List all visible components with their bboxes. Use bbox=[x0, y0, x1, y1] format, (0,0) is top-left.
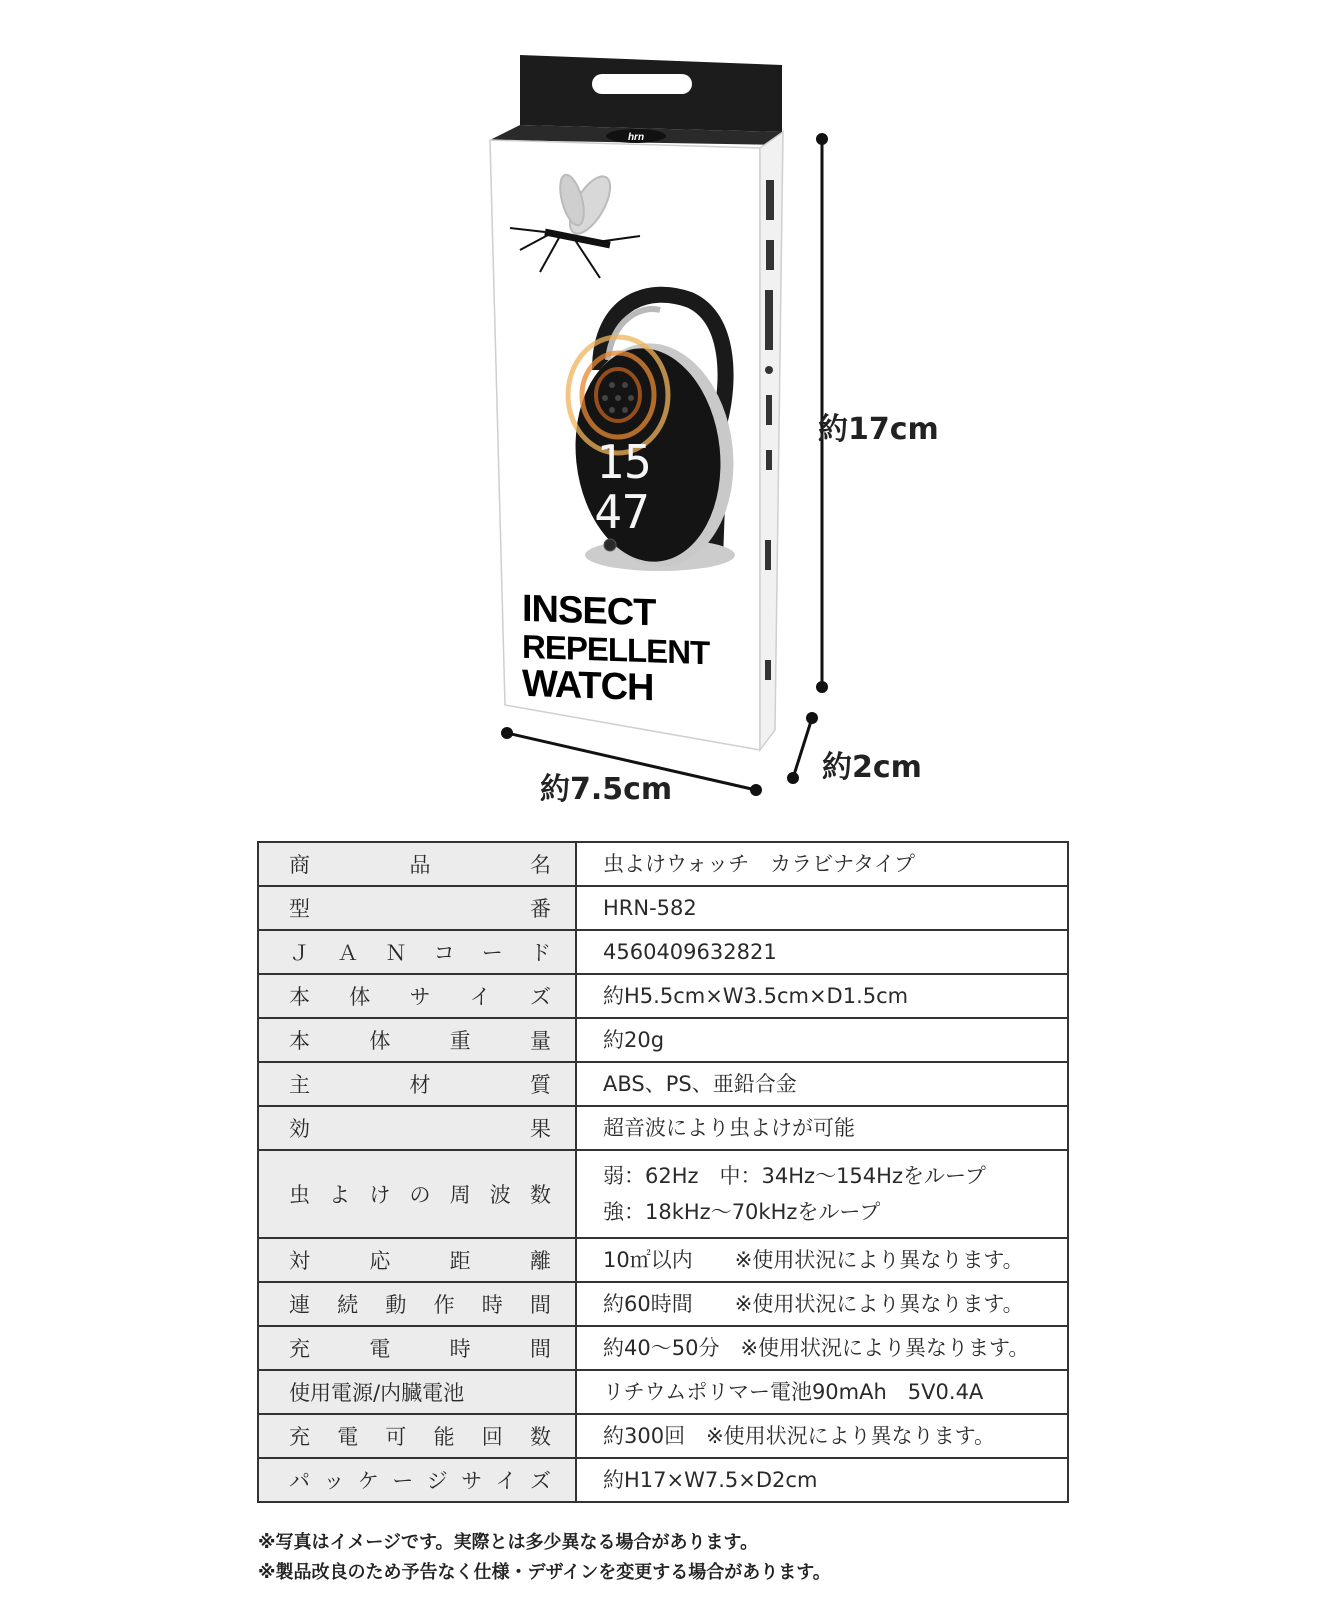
spec-label-char: Ａ bbox=[337, 941, 359, 965]
spec-row bbox=[258, 930, 1068, 974]
spec-value-line: 10㎡以内 ※使用状況により異なります。 bbox=[603, 1248, 1024, 1272]
spec-label-char: 使用電源/内臓電池 bbox=[289, 1381, 465, 1405]
spec-label-char: 応 bbox=[369, 1249, 391, 1273]
spec-label bbox=[258, 1458, 576, 1502]
spec-value bbox=[576, 1326, 1068, 1370]
spec-value bbox=[576, 1238, 1068, 1282]
spec-label-char: パ bbox=[289, 1469, 310, 1493]
spec-label-char: ケ bbox=[357, 1469, 379, 1493]
spec-label bbox=[258, 1150, 576, 1238]
spec-label bbox=[258, 1238, 576, 1282]
dimension-width-label: 約7.5cm bbox=[540, 772, 673, 807]
spec-label-char: ー bbox=[392, 1469, 414, 1493]
spec-row bbox=[258, 886, 1068, 930]
package-title-line-3: WATCH bbox=[522, 662, 654, 710]
spec-label bbox=[258, 1282, 576, 1326]
spec-label-char: 波 bbox=[489, 1183, 511, 1207]
footnote-image-disclaimer: ※写真はイメージです。実際とは多少異なる場合があります。 bbox=[258, 1532, 759, 1553]
spec-value bbox=[576, 1282, 1068, 1326]
spec-label-char: ッ bbox=[323, 1469, 345, 1493]
spec-row bbox=[258, 1018, 1068, 1062]
spec-label-char: 距 bbox=[449, 1249, 471, 1273]
spec-row bbox=[258, 1282, 1068, 1326]
spec-row bbox=[258, 1106, 1068, 1150]
spec-value-line: 虫よけウォッチ カラビナタイプ bbox=[603, 852, 916, 876]
spec-label-char: 作 bbox=[433, 1293, 455, 1317]
spec-label-char: 数 bbox=[529, 1183, 551, 1207]
spec-value-line: 約60時間 ※使用状況により異なります。 bbox=[603, 1292, 1024, 1316]
spec-label-char: コ bbox=[433, 941, 455, 965]
spec-row bbox=[258, 1062, 1068, 1106]
spec-value-line: ABS、PS、亜鉛合金 bbox=[603, 1072, 797, 1096]
spec-value bbox=[576, 930, 1068, 974]
spec-label-char: 番 bbox=[530, 897, 551, 921]
spec-value-line: 約300回 ※使用状況により異なります。 bbox=[603, 1424, 995, 1448]
spec-label bbox=[258, 886, 576, 930]
spec-value bbox=[576, 1018, 1068, 1062]
spec-value bbox=[576, 1062, 1068, 1106]
spec-value-line: 約40～50分 ※使用状況により異なります。 bbox=[603, 1336, 1030, 1360]
spec-label bbox=[258, 842, 576, 886]
spec-row bbox=[258, 842, 1068, 886]
spec-row bbox=[258, 974, 1068, 1018]
spec-label-char: 続 bbox=[337, 1293, 359, 1317]
spec-label-char: 離 bbox=[529, 1249, 551, 1273]
spec-label-char: 間 bbox=[529, 1337, 551, 1361]
spec-value-line: 強：18kHz～70kHzをループ bbox=[603, 1200, 881, 1224]
spec-label-char: 連 bbox=[289, 1293, 310, 1317]
dimension-depth-label: 約2cm bbox=[822, 750, 922, 785]
spec-label-char: 材 bbox=[409, 1073, 431, 1097]
spec-label-char: ズ bbox=[529, 1469, 551, 1493]
spec-value bbox=[576, 1150, 1068, 1238]
spec-label-char: 電 bbox=[369, 1337, 391, 1361]
spec-value-line: HRN-582 bbox=[603, 896, 697, 920]
spec-label-char: 虫 bbox=[289, 1183, 310, 1207]
spec-value bbox=[576, 1414, 1068, 1458]
spec-row bbox=[258, 1238, 1068, 1282]
spec-value-line: 約H17×W7.5×D2cm bbox=[603, 1468, 818, 1492]
hang-hole bbox=[592, 74, 692, 94]
spec-label bbox=[258, 1414, 576, 1458]
spec-label-char: ズ bbox=[530, 985, 551, 1009]
spec-label-char: 時 bbox=[481, 1293, 503, 1317]
spec-label-char: ー bbox=[481, 941, 503, 965]
footnote-spec-change: ※製品改良のため予告なく仕様・デザインを変更する場合があります。 bbox=[258, 1562, 831, 1583]
display-minutes: 47 bbox=[594, 485, 650, 539]
spec-label-char: 動 bbox=[385, 1293, 407, 1317]
spec-label bbox=[258, 1326, 576, 1370]
spec-value-line: 超音波により虫よけが可能 bbox=[603, 1116, 855, 1140]
spec-label-char: Ｊ bbox=[289, 941, 310, 965]
spec-row bbox=[258, 1370, 1068, 1414]
spec-label-char: 商 bbox=[289, 853, 310, 877]
spec-label bbox=[258, 1018, 576, 1062]
svg-text:hrn: hrn bbox=[627, 132, 645, 143]
spec-value bbox=[576, 974, 1068, 1018]
spec-label-char: 体 bbox=[369, 1029, 391, 1053]
spec-label-char: 名 bbox=[530, 853, 551, 877]
spec-label-char: 品 bbox=[409, 853, 431, 877]
spec-value-line: 約H5.5cm×W3.5cm×D1.5cm bbox=[603, 984, 909, 1008]
package-title-line-2: REPELLENT bbox=[522, 627, 710, 672]
spec-label bbox=[258, 930, 576, 974]
spec-table bbox=[257, 841, 1069, 1503]
dimension-depth-line bbox=[787, 712, 818, 784]
spec-label-char: 効 bbox=[289, 1117, 310, 1141]
spec-value-line: 約20g bbox=[603, 1028, 665, 1052]
spec-label-char: イ bbox=[469, 985, 491, 1009]
spec-label-char: 時 bbox=[449, 1337, 471, 1361]
spec-row bbox=[258, 1414, 1068, 1458]
spec-label-char: サ bbox=[461, 1469, 483, 1493]
spec-label-char: よ bbox=[329, 1183, 351, 1207]
spec-label-char: 本 bbox=[289, 1029, 310, 1053]
spec-label-char: 果 bbox=[530, 1117, 551, 1141]
spec-value-line: リチウムポリマー電池90mAh 5V0.4A bbox=[603, 1380, 984, 1404]
display-hours: 15 bbox=[596, 435, 652, 489]
spec-label bbox=[258, 1106, 576, 1150]
spec-label bbox=[258, 974, 576, 1018]
spec-value-line: 4560409632821 bbox=[603, 940, 777, 964]
spec-value bbox=[576, 1370, 1068, 1414]
spec-value-line: 弱：62Hz 中：34Hz～154Hzをループ bbox=[603, 1164, 986, 1188]
spec-row bbox=[258, 1458, 1068, 1502]
spec-label-char: 重 bbox=[449, 1029, 471, 1053]
spec-label-char: 能 bbox=[433, 1425, 455, 1449]
spec-label-char: 量 bbox=[529, 1029, 551, 1053]
spec-value bbox=[576, 1458, 1068, 1502]
spec-row bbox=[258, 1326, 1068, 1370]
spec-label-char: 型 bbox=[289, 897, 310, 921]
spec-label-char: ジ bbox=[426, 1469, 448, 1493]
spec-label bbox=[258, 1370, 576, 1414]
spec-label-char: 可 bbox=[385, 1425, 407, 1449]
dimension-height-label: 約17cm bbox=[818, 412, 939, 447]
spec-label-char: 電 bbox=[337, 1425, 359, 1449]
spec-row bbox=[258, 1150, 1068, 1238]
spec-label-char: Ｎ bbox=[385, 941, 407, 965]
spec-label-char: 体 bbox=[349, 985, 371, 1009]
spec-value bbox=[576, 1106, 1068, 1150]
spec-label-char: 回 bbox=[481, 1425, 503, 1449]
spec-label-char: け bbox=[369, 1183, 391, 1207]
spec-label-char: 充 bbox=[289, 1425, 310, 1449]
spec-label-char: 対 bbox=[289, 1249, 310, 1273]
package-title-line-1: INSECT bbox=[522, 587, 656, 635]
spec-label-char: 本 bbox=[289, 985, 310, 1009]
spec-label-char: 質 bbox=[530, 1073, 551, 1097]
spec-label-char: 数 bbox=[529, 1425, 551, 1449]
spec-label-char: 間 bbox=[529, 1293, 551, 1317]
spec-label-char: 主 bbox=[289, 1073, 310, 1097]
spec-label bbox=[258, 1062, 576, 1106]
spec-label-char: 周 bbox=[449, 1183, 471, 1207]
spec-label-char: サ bbox=[409, 985, 431, 1009]
spec-label-char: ド bbox=[529, 941, 551, 965]
spec-label-char: 充 bbox=[289, 1337, 310, 1361]
spec-value bbox=[576, 886, 1068, 930]
spec-label-char: の bbox=[409, 1183, 431, 1207]
spec-value bbox=[576, 842, 1068, 886]
spec-label-char: イ bbox=[495, 1469, 517, 1493]
